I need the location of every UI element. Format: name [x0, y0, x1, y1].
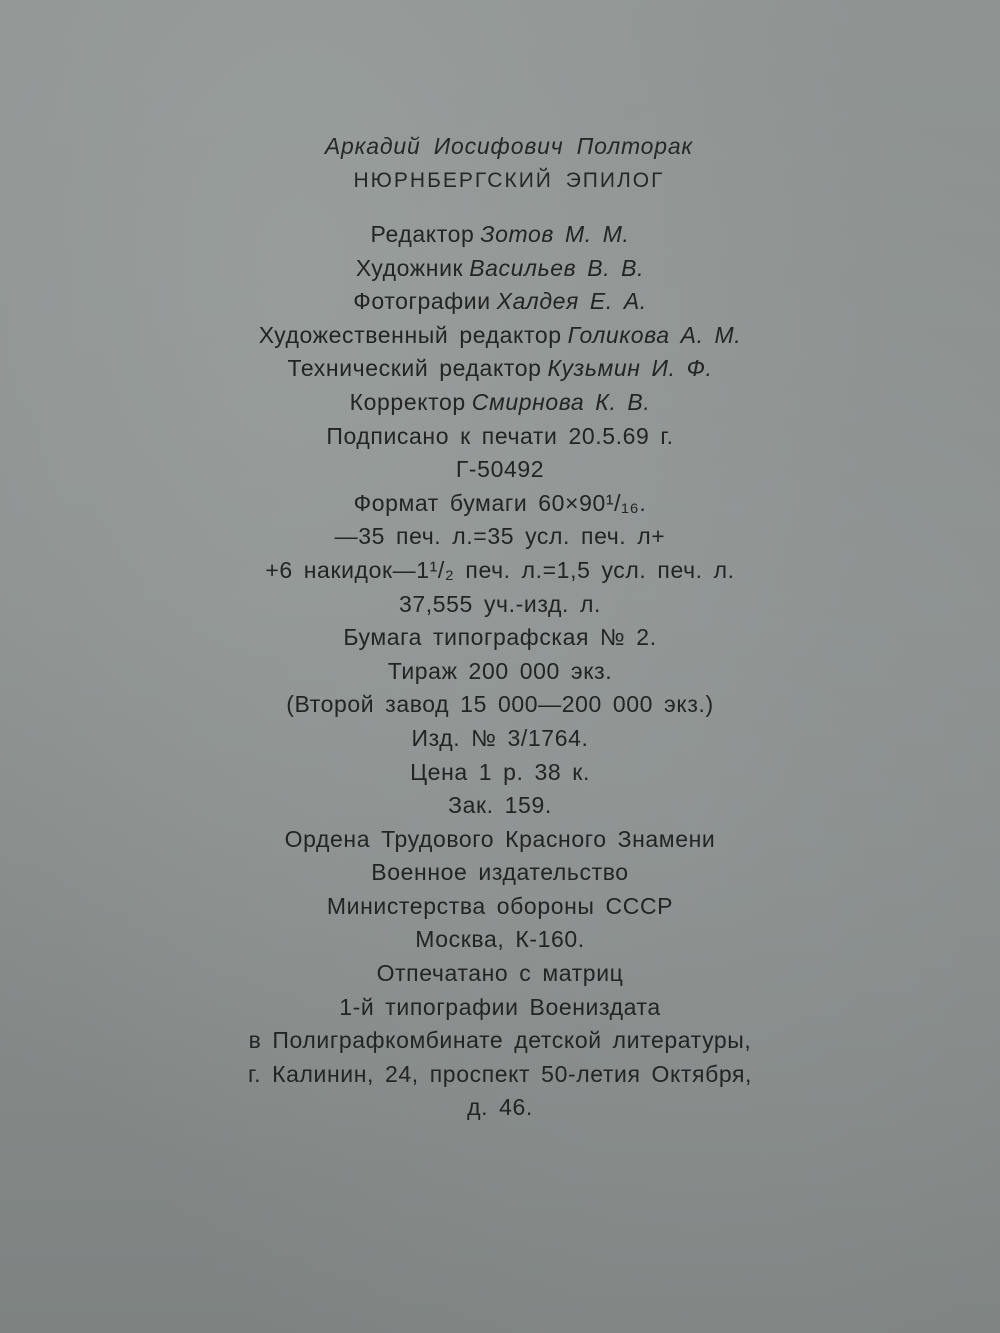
- paper-format: Формат бумаги 60×90¹/₁₆.: [353, 489, 647, 516]
- price: Цена 1 р. 38 к.: [410, 758, 590, 785]
- credit-person: Смирнова К. В.: [471, 388, 651, 415]
- credit-person: Голикова А. М.: [567, 321, 742, 348]
- publisher-sheets: 37,555 уч.-изд. л.: [399, 590, 601, 617]
- printing-house: 1-й типографии Воениздата: [339, 993, 661, 1020]
- credit-role: Редактор: [370, 221, 475, 247]
- second-run: (Второй завод 15 000—200 000 экз.): [286, 691, 714, 718]
- credit-role: Художник: [355, 254, 464, 281]
- plant-address: г. Калинин, 24, проспект 50-летия Октября,: [247, 1060, 753, 1087]
- credit-role: Художественный редактор: [258, 321, 562, 348]
- printed-from: Отпечатано с матриц: [376, 960, 624, 987]
- book-title: НЮРНБЕРГСКИЙ ЭПИЛОГ: [353, 169, 665, 192]
- publisher-name: Военное издательство: [371, 859, 629, 886]
- credit-photos: [0, 285, 1000, 319]
- sheet-count: —35 печ. л.=35 усл. печ. л+: [334, 523, 666, 550]
- credit-artist: [0, 252, 1000, 286]
- credit-role: Фотографии: [353, 288, 491, 315]
- imprint-block: [0, 128, 1000, 1125]
- signed-to-print: Подписано к печати 20.5.69 г.: [326, 422, 674, 449]
- credit-editor: [0, 218, 1000, 252]
- order-number: Зак. 159.: [448, 792, 552, 819]
- paper-type: Бумага типографская № 2.: [343, 624, 657, 651]
- credit-art-editor: [0, 319, 1000, 353]
- plant-building: д. 46.: [467, 1094, 533, 1121]
- publisher-ministry: Министерства обороны СССР: [326, 892, 674, 919]
- credit-person: Кузьмин И. Ф.: [547, 355, 713, 382]
- censor-number: Г-50492: [455, 456, 545, 483]
- printing-plant: в Полиграфкомбинате детской литературы,: [248, 1027, 752, 1054]
- print-run: Тираж 200 000 экз.: [387, 657, 613, 684]
- credit-person: Васильев В. В.: [469, 254, 645, 281]
- credit-person: Халдея Е. А.: [496, 288, 647, 315]
- credit-person: Зотов М. М.: [480, 221, 630, 247]
- credit-role: Технический редактор: [287, 355, 542, 382]
- overlay-sheets: +6 накидок—1¹/₂ печ. л.=1,5 усл. печ. л.: [265, 556, 735, 583]
- publisher-city: Москва, К-160.: [415, 926, 585, 953]
- credit-role: Корректор: [349, 388, 466, 415]
- credit-tech-editor: [0, 352, 1000, 386]
- edition-number: Изд. № 3/1764.: [411, 724, 589, 751]
- publisher-order: Ордена Трудового Красного Знамени: [284, 825, 716, 852]
- credit-proofreader: [0, 386, 1000, 420]
- author-name: Аркадий Иосифович Полторак: [324, 133, 694, 159]
